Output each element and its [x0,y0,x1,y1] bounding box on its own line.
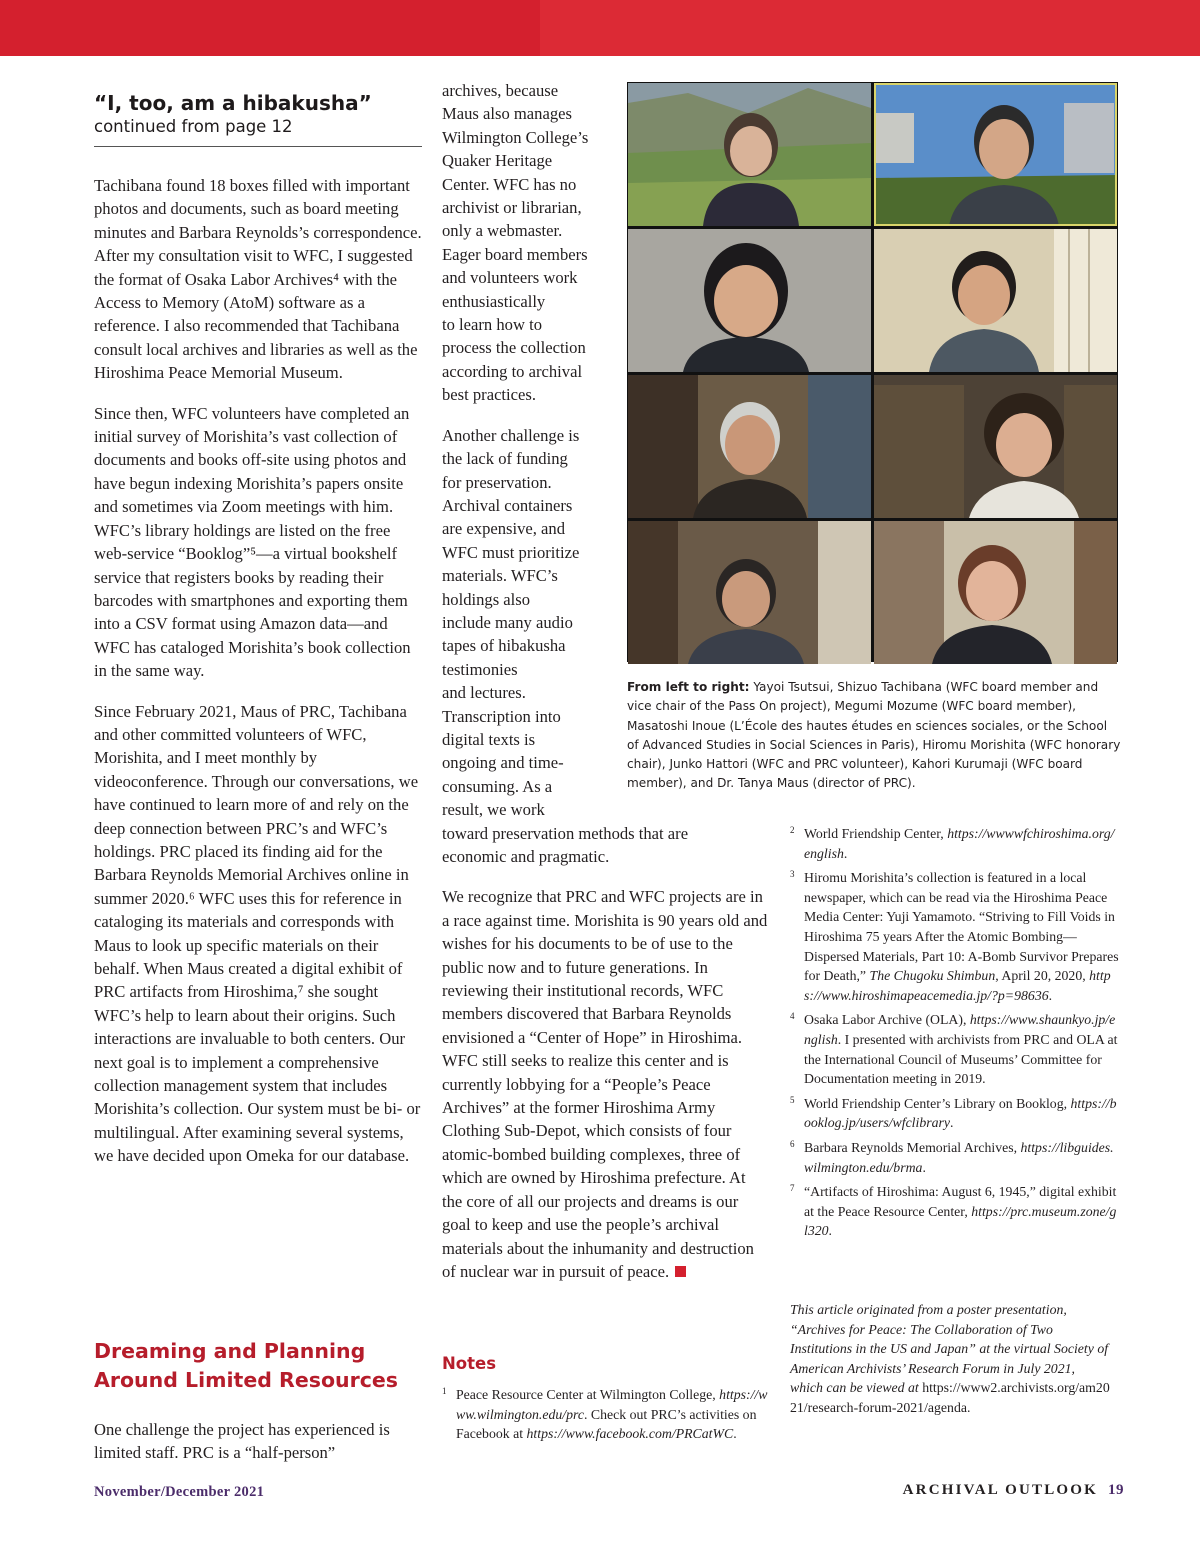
caption-lead: From left to right: [627,680,750,694]
kicker-title: “I, too, am a hibakusha” [94,91,372,115]
note-link[interactable]: https://www.hiroshimapeacemedia.jp/?p=98636 [804,968,1111,1003]
col2-line: materials. WFC’s [442,566,558,586]
col2-line: include many audio [442,612,573,632]
col2-line: WFC must prioritize [442,542,580,562]
col2-line: archivist or librarian, [442,198,582,218]
note-text: “Artifacts of Hiroshima: August 6, 1945,” digital exhibit at the Peace Resource Center, [804,1184,1117,1219]
col2-line: best practices. [442,385,536,405]
col2-line: Another challenge is [442,425,580,445]
note-text: . Check out PRC’s activities on Facebook at [456,1406,757,1442]
note-number: 4 [790,1011,795,1022]
note-text: Hiromu Morishita’s collection is featured in a local newspaper, which can be read via the Hiroshima Peace Media Center: Yuji Yamamoto. “Striving to Fill Voids in Hiroshima 75 years After the Atomic Bombing—Dispersed Materials, Part 10: A-Bomb Survivor Prepares for Death,” [804,870,1119,984]
kicker-subtitle: continued from page 12 [94,117,293,136]
note-text: World Friendship Center, [804,826,948,841]
end-mark [675,1266,686,1277]
origin-note [790,1300,1110,1418]
col2-paragraph-3-text: We recognize that PRC and WFC projects are in a race against time. Morishita is 90 years old and wishes for his documents to be of use to the public now and to future generations. In reviewing their institutional records, WFC members discovered that Barbara Reynolds envisioned a “Center of Hope” in Hiroshima. WFC still seeks to realize this center and is currently lobbying for a “People’s Peace Archives” at the former Hiroshima Army Clothing Sub-Depot, which consists of four atomic-bombed building complexes, three of which are owned by Hiroshima prefecture. At the core of all our projects and dreams is our goal to keep and use the people’s archival materials about the inhumanity and destruction of nuclear war in pursuit of peace. [442,887,768,1281]
photo-junko-hattori [874,375,1117,518]
page-number: 19 [1108,1482,1124,1498]
note-link[interactable]: https://www.facebook.com/PRCatWC [526,1426,734,1442]
col1-paragraph-1: Tachibana found 18 boxes filled with important photos and documents, such as board meeting minutes and Barbara Reynolds’s correspondence. After my consultation visit to WFC, I suggested the format of Osaka Labor Archives⁴ with the Access to Memory (AtoM) software as a reference. I also recommended that Tachibana consult local archives and libraries as well as the Hiroshima Peace Memorial Museum. [94,176,422,383]
note-text: World Friendship Center’s Library on Booklog, [804,1095,1071,1111]
col2-line: result, we work [442,800,545,820]
col2-line: holdings also [442,589,531,609]
note-text: Barbara Reynolds Memorial Archives, [804,1139,1021,1155]
col2-line: to learn how to [442,315,543,335]
col2-line: Transcription into [442,706,561,726]
col2-line: are expensive, and [442,519,566,539]
note-link[interactable]: https://libguides.wilmington.edu/brma [804,1139,1114,1175]
section-heading-line-1: Dreaming and Planning [94,1339,366,1363]
col2-line: ongoing and time- [442,753,564,773]
note-text: Osaka Labor Archive (OLA), [804,1012,970,1028]
photo-hiromu-morishita [628,375,871,518]
notes-list-col3 [790,824,1120,1241]
col2-line: economic and pragmatic. [442,847,610,866]
note-item [442,1385,772,1444]
footer-issue: November/December 2021 [94,1484,265,1500]
note-number: 3 [790,869,795,880]
col2-line: process the collection [442,338,586,358]
col2-line: Wilmington College’s [442,127,589,147]
col2-line: for preservation. [442,472,552,492]
top-color-band-accent [540,0,1200,56]
notes-heading: Notes [442,1354,497,1373]
note-text: . [733,1426,737,1442]
notes-list-col2 [442,1385,772,1444]
col1-last-paragraph [94,1418,424,1465]
note-number: 1 [442,1386,447,1396]
col2-line: consuming. As a [442,776,553,796]
photo-caption [627,678,1122,794]
note-text: . [922,1159,926,1175]
col2-line: Eager board members [442,244,588,264]
note-item [790,1182,1120,1241]
col2-line: archives, because [442,81,559,100]
origin-note-url[interactable]: https://www2.archivists.org/am2021/research-forum-2021/agenda [790,1380,1110,1415]
kicker [94,90,424,138]
note-text: , April 20, 2020, [995,968,1090,984]
kicker-divider [94,146,422,147]
section-heading [94,1337,424,1395]
col2-line: tapes of hibakusha [442,636,566,656]
col2-line: Quaker Heritage [442,151,553,171]
col2-line: Center. WFC has no [442,174,577,194]
video-call-photo-grid [627,82,1118,662]
col1-paragraph-3: Since February 2021, Maus of PRC, Tachibana and other committed volunteers of WFC, Morishita, and I meet monthly by videoconference. Through our conversations, we have continued to learn more of and rely on the deep connection between PRC’s and WFC’s holdings. PRC placed its finding aid for the Barbara Reynolds Memorial Archives online in summer 2020.⁶ WFC uses this for reference in cataloging its materials and corresponds with Maus to look up specific materials on their behalf. When Maus created a digital exhibit of PRC artifacts from Hiroshima,⁷ she sought WFC’s help to learn about their origins. Such interactions are invaluable to both centers. Our next goal is to implement a comprehensive collection management system that includes Morishita’s collection. Our system must be bi- or multilingual. After examining several systems, we have decided upon Omeka for our database. [94,701,421,1166]
note-link[interactable]: https://prc.museum.zone/gl320 [804,1203,1117,1239]
note-number: 5 [790,1094,795,1105]
col1-last-text: One challenge the project has experienced is limited staff. PRC is a “half-person” [94,1420,390,1463]
photo-masatoshi-inoue [874,229,1117,372]
note-item [790,1094,1120,1133]
col2-line: toward preservation methods that are [442,823,689,843]
col2-line: testimonies [442,659,518,679]
note-number: 2 [790,825,795,835]
note-link[interactable]: https://www.shaunkyo.jp/english [804,1012,1116,1047]
photo-megumi-mozume [628,229,871,372]
photo-shizuo-tachibana [874,83,1117,226]
note-item [790,824,1120,863]
note-item [790,1010,1120,1088]
photo-kahori-kurumaji [628,521,871,664]
note-text: Peace Resource Center at Wilmington College, [456,1387,720,1402]
col2-line: and volunteers work [442,268,578,288]
col1-paragraph-2: Since then, WFC volunteers have completed an initial survey of Morishita’s vast collection of documents and books off-site using photos and have begun indexing Morishita’s papers onsite and sometimes via Zoom meetings with him. WFC’s library holdings are listed on the free web-service “Booklog”⁵—a virtual bookshelf service that registers books by reading their barcodes with smartphones and exporting them into a CSV format using Amazon data—and WFC has cataloged Morishita’s book collection in the same way. [94,403,411,681]
photo-tanya-maus [874,521,1117,664]
note-link[interactable]: https://booklog.jp/users/wfclibrary [804,1095,1117,1131]
col2-paragraph-3 [442,885,768,1283]
note-item [790,868,1120,1005]
section-heading-line-2: Around Limited Resources [94,1368,398,1392]
column-1-body [94,174,424,1168]
col2-line: enthusiastically [442,291,546,311]
col2-line: according to archival [442,361,583,381]
origin-note-text: This article originated from a poster presentation, “Archives for Peace: The Collaboration of Two Institutions in the US and Japan” at the virtual Society of American Archivists’ Research Forum in July 2021, which can be viewed at [790,1302,1109,1396]
note-item [790,1138,1120,1177]
note-text: The Chugoku Shimbun [869,968,996,984]
note-number: 7 [790,1183,795,1194]
note-text: . [828,1223,832,1239]
col2-line: only a webmaster. [442,221,563,241]
col2-line: digital texts is [442,729,536,749]
photo-yayoi-tsutsui [628,83,871,226]
note-text: . [843,845,848,861]
note-text: . I presented with archivists from PRC and OLA at the International Council of Museums’ Committee for Documentation meeting in 2019. [804,1031,1118,1087]
footer-publication [903,1482,1124,1499]
col2-line: and lectures. [442,683,526,703]
note-number: 6 [790,1138,795,1149]
note-text: . [1048,987,1053,1003]
footer-publication-name: ARCHIVAL OUTLOOK [902,1482,1098,1498]
col2-line: Archival containers [442,495,573,515]
note-link[interactable]: https://wwwwfchiroshima.org/english [804,826,1115,861]
col2-line: Maus also manages [442,104,572,124]
origin-note-end: . [966,1399,971,1415]
col2-line: the lack of funding [442,449,568,469]
top-color-band [0,0,1200,56]
note-link[interactable]: https://www.wilmington.edu/prc [456,1387,768,1422]
note-text: . [950,1115,954,1131]
caption-text: Yayoi Tsutsui, Shizuo Tachibana (WFC board member and vice chair of the Pass On project), Megumi Mozume (WFC board member), Masatoshi Inoue (L’École des hautes études en sciences sociales, or the School of Advanced Studies in Social Sciences in Paris), Hiromu Morishita (WFC honorary chair), Junko Hattori (WFC and PRC volunteer), Kahori Kurumaji (WFC board member), and Dr. Tanya Maus (director of PRC). [627,680,1121,791]
